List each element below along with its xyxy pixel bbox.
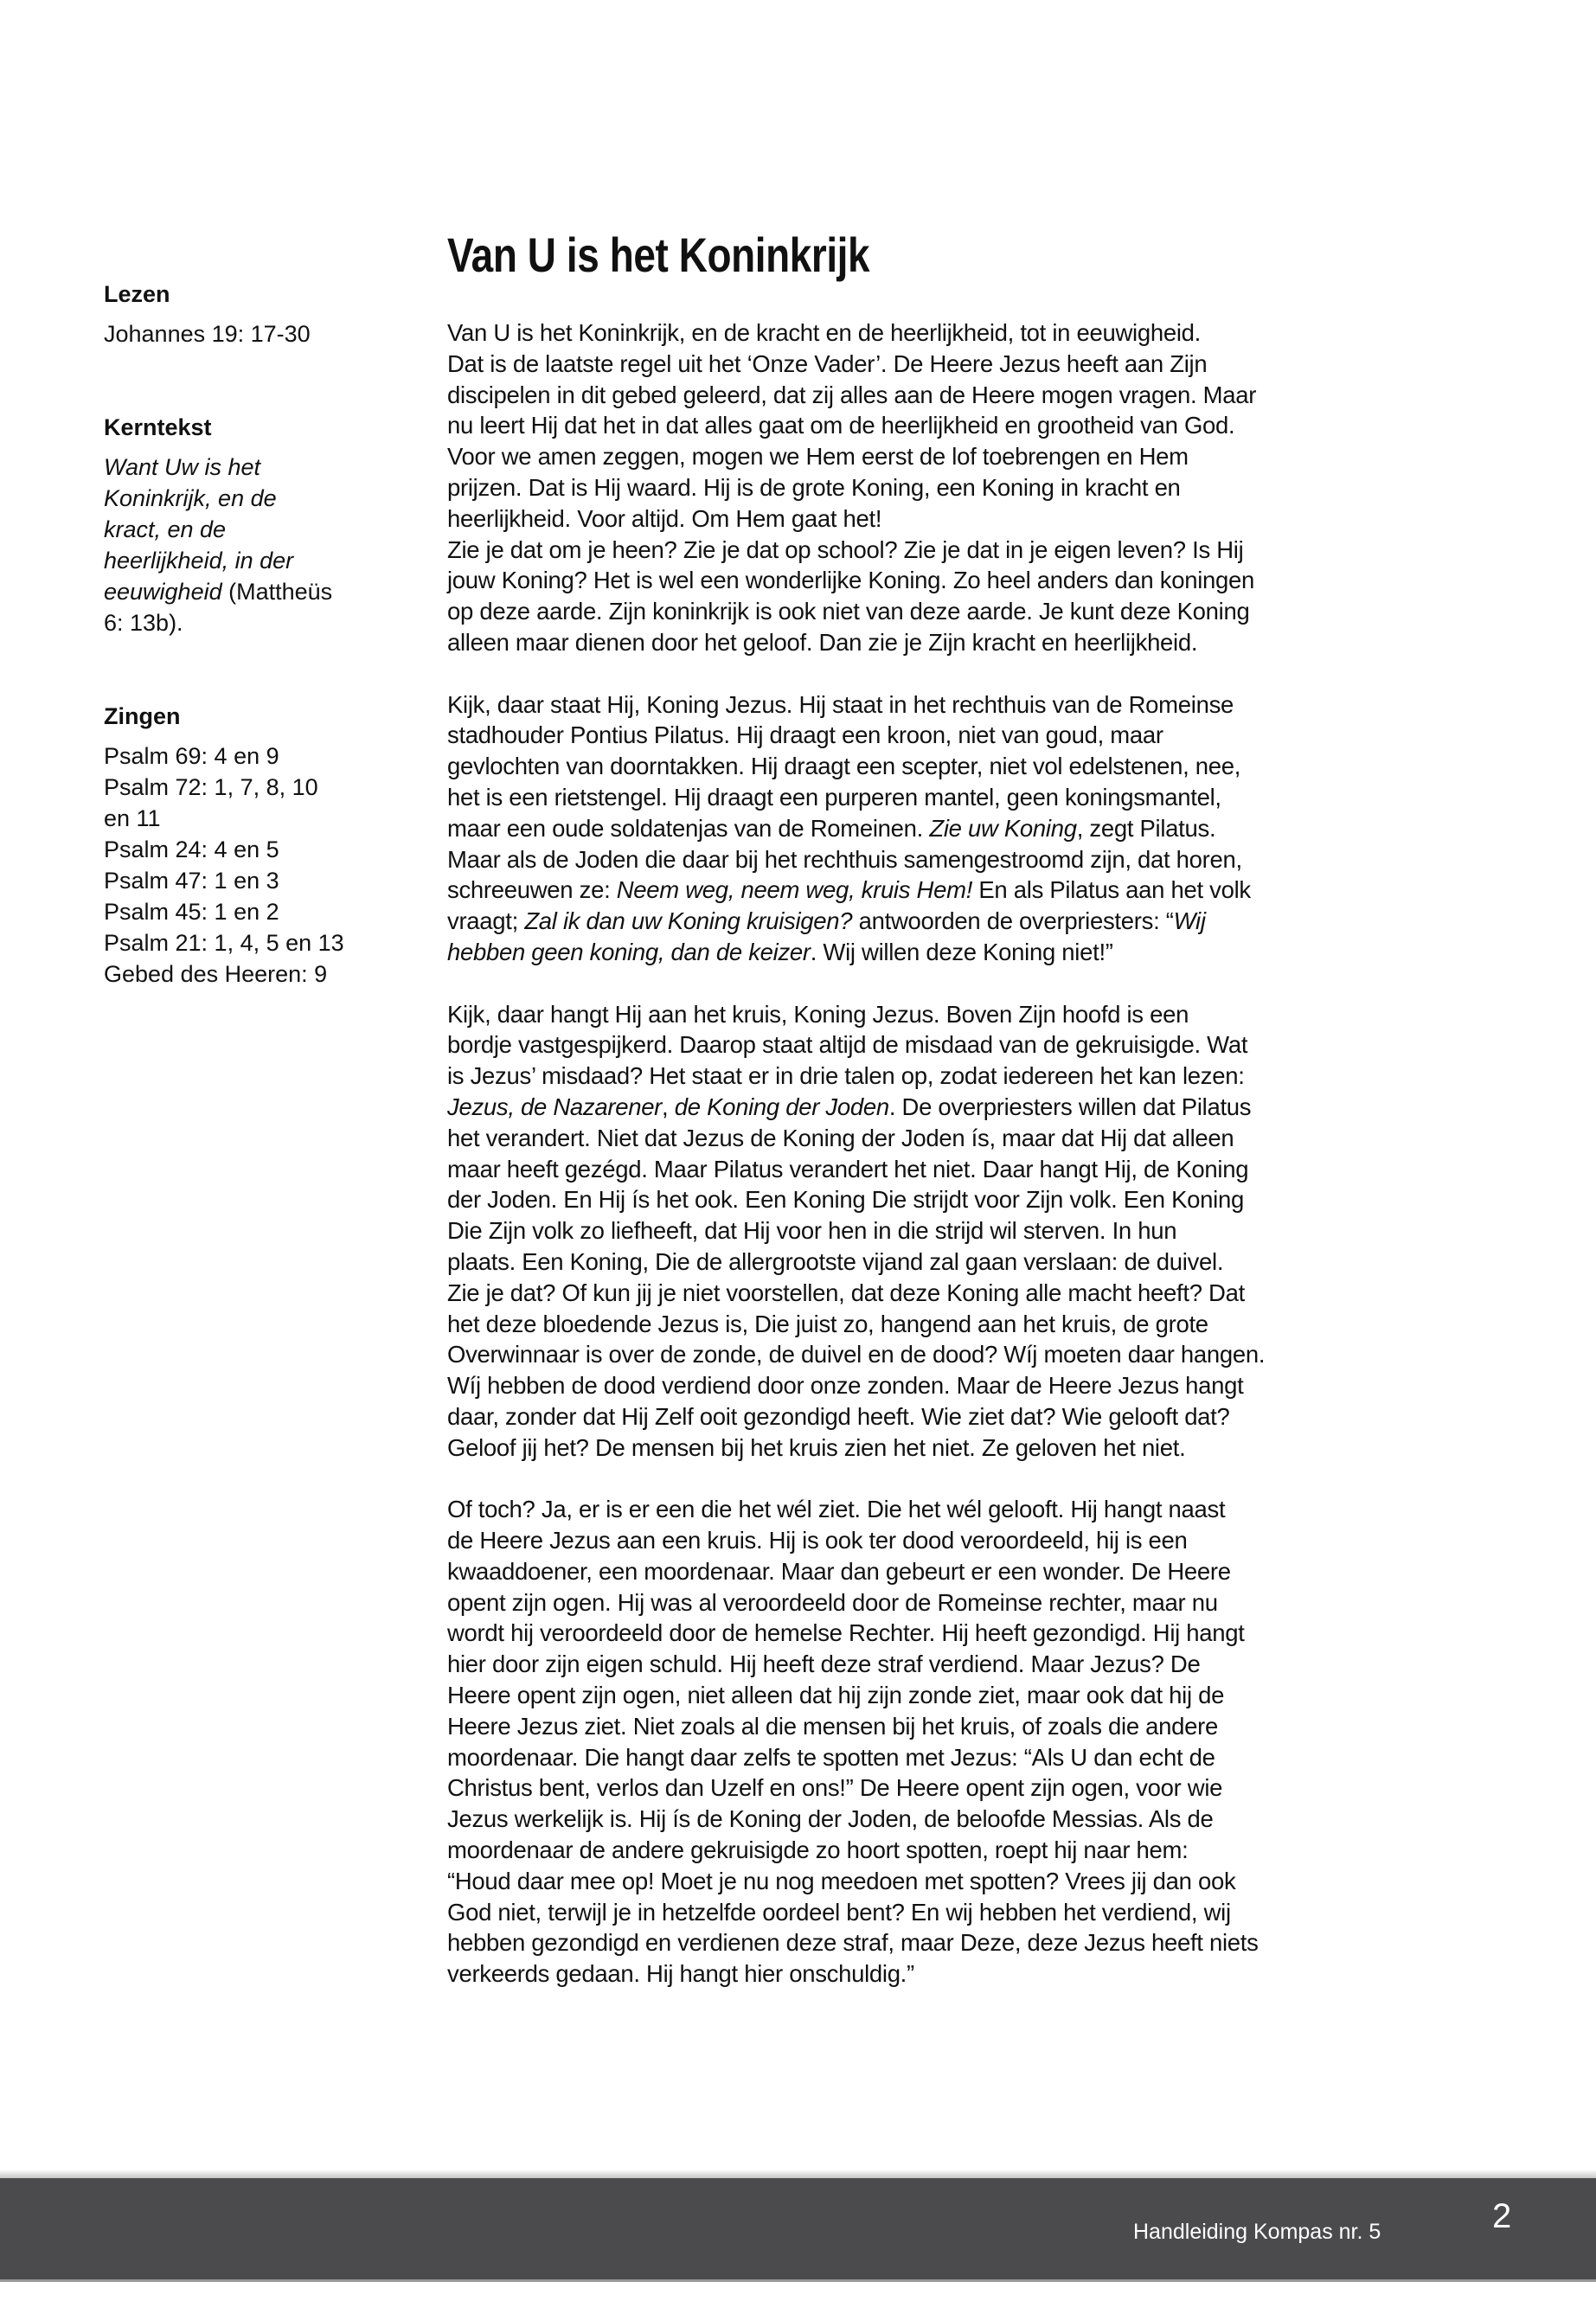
text-line: stadhouder Pontius Pilatus. Hij draagt een kroon, niet van goud, maar bbox=[447, 721, 1163, 749]
text-line: alleen maar dienen door het geloof. Dan zie je Zijn kracht en heerlijkheid. bbox=[447, 628, 1198, 656]
text-line bbox=[104, 452, 415, 483]
lezen-heading: Lezen bbox=[104, 281, 170, 307]
text-line: wordt hij veroordeeld door de hemelse Rechter. Hij heeft gezondigd. Hij hangt bbox=[447, 1619, 1245, 1647]
text-line: verkeerds gedaan. Hij hangt hier onschuldig.” bbox=[447, 1960, 914, 1988]
kerntekst-text bbox=[104, 452, 415, 638]
text-line: heerlijkheid. Voor altijd. Om Hem gaat het! bbox=[447, 504, 882, 532]
italic-text: heerlijkheid, in der bbox=[104, 548, 294, 574]
zingen-section bbox=[104, 701, 415, 990]
text-segment: maar een oude soldatenjas van de Romeinen. bbox=[447, 814, 930, 842]
lezen-reference: Johannes 19: 17-30 bbox=[104, 321, 311, 347]
italic-text: Zie uw Koning bbox=[929, 814, 1077, 842]
text-segment: En als Pilatus aan het volk bbox=[972, 876, 1251, 904]
text-line bbox=[104, 545, 415, 576]
text-line bbox=[104, 607, 415, 638]
text-segment: 6: 13b). bbox=[104, 610, 183, 636]
text-line: Jezus werkelijk is. Hij ís de Koning der Joden, de beloofde Messias. Als de bbox=[447, 1805, 1214, 1833]
text-line: Overwinnaar is over de zonde, de duivel en de dood? Wíj moeten daar hangen. bbox=[447, 1341, 1266, 1368]
text-line: de Heere Jezus aan een kruis. Hij is ook ter dood veroordeeld, hij is een bbox=[447, 1527, 1188, 1554]
text-line: prijzen. Dat is Hij waard. Hij is de grote Koning, een Koning in kracht en bbox=[447, 473, 1181, 501]
text-line bbox=[104, 514, 415, 545]
text-line: moordenaar de andere gekruisigde zo hoort spotten, roept hij naar hem: bbox=[447, 1836, 1189, 1864]
song-item: Psalm 24: 4 en 5 bbox=[104, 836, 279, 862]
text-line: “Houd daar mee op! Moet je nu nog meedoen met spotten? Vrees jij dan ook bbox=[447, 1867, 1236, 1894]
sidebar bbox=[104, 279, 415, 1052]
text-line: Of toch? Ja, er is er een die het wél ziet. Die het wél gelooft. Hij hangt naast bbox=[447, 1496, 1226, 1523]
song-item: en 11 bbox=[104, 805, 161, 831]
text-line: Van U is het Koninkrijk, en de kracht en de heerlijkheid, tot in eeuwigheid. bbox=[447, 319, 1201, 346]
article-title: Van U is het Koninkrijk bbox=[447, 228, 870, 282]
text-line: jouw Koning? Het is wel een wonderlijke Koning. Zo heel anders dan koningen bbox=[447, 567, 1254, 594]
text-line: op deze aarde. Zijn koninkrijk is ook niet van deze aarde. Je kunt deze Koning bbox=[447, 598, 1250, 625]
text-line: moordenaar. Die hangt daar zelfs te spotten met Jezus: “Als U dan echt de bbox=[447, 1743, 1215, 1771]
italic-text: hebben geen koning, dan de keizer bbox=[447, 938, 811, 965]
song-item: Psalm 72: 1, 7, 8, 10 bbox=[104, 774, 318, 800]
kerntekst-section bbox=[104, 412, 415, 638]
text-line: Kijk, daar staat Hij, Koning Jezus. Hij staat in het rechthuis van de Romeinse bbox=[447, 690, 1234, 718]
text-line: discipelen in dit gebed geleerd, dat zij alles aan de Heere mogen vragen. Maar bbox=[447, 381, 1257, 408]
text-segment: , bbox=[662, 1093, 675, 1120]
text-line: Heere Jezus ziet. Niet zoals al die mensen bij het kruis, of zoals die andere bbox=[447, 1712, 1218, 1740]
text-line: bordje vastgespijkerd. Daarop staat altijd de misdaad van de gekruisigde. Wat bbox=[447, 1031, 1248, 1059]
text-segment: schreeuwen ze: bbox=[447, 876, 617, 904]
lezen-section bbox=[104, 279, 415, 349]
text-line: Zie je dat? Of kun jij je niet voorstellen, dat deze Koning alle macht heeft? Dat bbox=[447, 1279, 1245, 1306]
song-item: Gebed des Heeren: 9 bbox=[104, 961, 328, 987]
song-item: Psalm 69: 4 en 9 bbox=[104, 743, 279, 769]
text-line: Kijk, daar hangt Hij aan het kruis, Koning Jezus. Boven Zijn hoofd is een bbox=[447, 1000, 1189, 1028]
text-line: nu leert Hij dat het in dat alles gaat om de heerlijkheid en grootheid van God. bbox=[447, 412, 1235, 439]
text-line: hier door zijn eigen schuld. Hij heeft deze straf verdiend. Maar Jezus? De bbox=[447, 1650, 1201, 1678]
text-segment: vraagt; bbox=[447, 907, 525, 935]
publication-name: Handleiding Kompas nr. 5 bbox=[1133, 2220, 1381, 2244]
text-line bbox=[447, 875, 1416, 906]
text-line: Die Zijn volk zo liefheeft, dat Hij voor hen in die strijd wil sterven. In hun bbox=[447, 1217, 1177, 1245]
paragraph bbox=[447, 317, 1416, 658]
italic-text: Neem weg, neem weg, kruis Hem! bbox=[616, 876, 973, 904]
text-line: daar, zonder dat Hij Zelf ooit gezondigd heeft. Wie ziet dat? Wie gelooft dat? bbox=[447, 1402, 1230, 1430]
text-segment: (Mattheüs bbox=[221, 579, 333, 605]
text-line: opent zijn ogen. Hij was al veroordeeld door de Romeinse rechter, maar nu bbox=[447, 1588, 1218, 1616]
italic-text: kract, en de bbox=[104, 516, 227, 542]
text-segment: , zegt Pilatus. bbox=[1076, 814, 1216, 842]
text-line bbox=[104, 576, 415, 607]
text-line: maar heeft gezégd. Maar Pilatus verandert het niet. Daar hangt Hij, de Koning bbox=[447, 1155, 1249, 1183]
italic-text: Zal ik dan uw Koning kruisigen? bbox=[524, 907, 853, 935]
song-item: Psalm 21: 1, 4, 5 en 13 bbox=[104, 930, 344, 956]
text-line bbox=[447, 813, 1416, 844]
text-line: der Joden. En Hij ís het ook. Een Koning Die strijdt voor Zijn volk. Een Koning bbox=[447, 1186, 1244, 1214]
text-segment: antwoorden de overpriesters: “ bbox=[852, 907, 1174, 935]
italic-text: de Koning der Joden bbox=[674, 1093, 889, 1120]
text-segment: . Wij willen deze Koning niet!” bbox=[810, 938, 1113, 965]
text-line: gevlochten van doorntakken. Hij draagt een scepter, niet vol edelstenen, nee, bbox=[447, 753, 1241, 780]
text-line: God niet, terwijl je in hetzelfde oordeel bent? En wij hebben het verdiend, wij bbox=[447, 1898, 1231, 1926]
italic-text: eeuwigheid bbox=[104, 579, 222, 605]
text-line: het verandert. Niet dat Jezus de Koning der Joden ís, maar dat Hij dat alleen bbox=[447, 1124, 1234, 1151]
zingen-heading: Zingen bbox=[104, 703, 181, 729]
text-line: Heere opent zijn ogen, niet alleen dat hij zijn zonde ziet, maar ook dat hij de bbox=[447, 1682, 1225, 1709]
zingen-list bbox=[104, 740, 415, 990]
song-item: Psalm 45: 1 en 2 bbox=[104, 899, 279, 925]
italic-text: Jezus, de Nazarener bbox=[447, 1093, 663, 1120]
kerntekst-heading: Kerntekst bbox=[104, 414, 212, 440]
italic-text: Want Uw is het bbox=[104, 454, 261, 480]
paragraph bbox=[447, 999, 1416, 1464]
text-line: Zie je dat om je heen? Zie je dat op school? Zie je dat in je eigen leven? Is Hij bbox=[447, 535, 1244, 563]
text-line: Voor we amen zeggen, mogen we Hem eerst de lof toebrengen en Hem bbox=[447, 443, 1189, 471]
text-line: is Jezus’ misdaad? Het staat er in drie talen op, zodat iedereen het kan lezen: bbox=[447, 1062, 1245, 1090]
paragraph bbox=[447, 1494, 1416, 1990]
text-line: het is een rietstengel. Hij draagt een purperen mantel, geen koningsmantel, bbox=[447, 783, 1221, 811]
text-segment: . De overpriesters willen dat Pilatus bbox=[888, 1093, 1252, 1120]
text-line: het deze bloedende Jezus is, Die juist zo, hangend aan het kruis, de grote bbox=[447, 1310, 1208, 1337]
text-line: Dat is de laatste regel uit het ‘Onze Vader’. De Heere Jezus heeft aan Zijn bbox=[447, 349, 1208, 377]
text-line: Geloof jij het? De mensen bij het kruis zien het niet. Ze geloven het niet. bbox=[447, 1433, 1186, 1461]
text-line bbox=[447, 1092, 1416, 1123]
article-body bbox=[447, 317, 1416, 2021]
paragraph bbox=[447, 689, 1416, 968]
text-line bbox=[447, 937, 1416, 968]
italic-text: Wij bbox=[1173, 907, 1206, 935]
italic-text: Koninkrijk, en de bbox=[104, 485, 277, 511]
text-line: hebben gezondigd en verdienen deze straf, maar Deze, deze Jezus heeft niets bbox=[447, 1929, 1259, 1957]
text-line bbox=[104, 483, 415, 514]
text-line: Maar als de Joden die daar bij het rechthuis samengestroomd zijn, dat horen, bbox=[447, 845, 1242, 873]
song-item: Psalm 47: 1 en 3 bbox=[104, 868, 279, 894]
text-line: kwaaddoener, een moordenaar. Maar dan gebeurt er een wonder. De Heere bbox=[447, 1557, 1231, 1585]
text-line: Wíj hebben de dood verdiend door onze zonden. Maar de Heere Jezus hangt bbox=[447, 1372, 1244, 1400]
page-number: 2 bbox=[1492, 2197, 1512, 2235]
text-line bbox=[447, 906, 1416, 937]
footer-divider bbox=[0, 2279, 1596, 2282]
text-line: plaats. Een Koning, Die de allergrootste vijand zal gaan verslaan: de duivel. bbox=[447, 1247, 1224, 1275]
text-line: Christus bent, verlos dan Uzelf en ons!” De Heere opent zijn ogen, voor wie bbox=[447, 1774, 1223, 1802]
